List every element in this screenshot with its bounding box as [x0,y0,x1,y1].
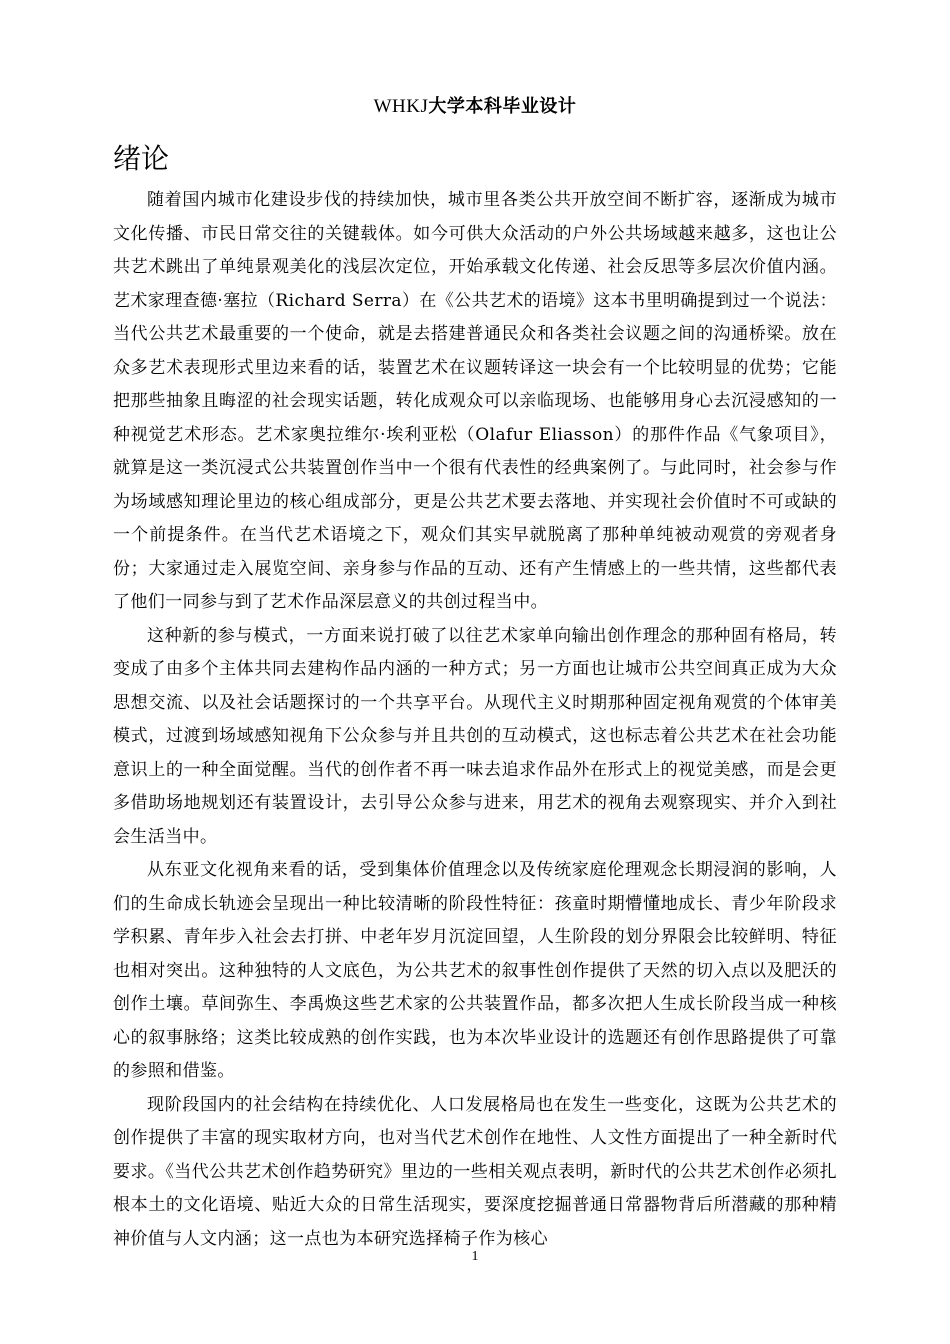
header-title: 大学本科毕业设计 [428,96,577,117]
body-text [113,184,837,1256]
running-header [0,92,950,121]
page-number: 1 [471,1249,479,1264]
chapter-title: 绪论 [113,142,170,175]
paragraph-2: 这种新的参与模式，一方面来说打破了以往艺术家单向输出创作理念的那种固有格局，转变成了由多个主体共同去建构作品内涵的一种方式；另一方面也让城市公共空间真正成为大众思想交流、以及社会话题探讨的一个共享平台。从现代主义时期那种固定视角观赏的个体审美模式，过渡到场域感知视角下公众参与并且共创的互动模式，这也标志着公共艺术在社会功能意识上的一种全面觉醒。当代的创作者不再一味去追求作品外在形式上的视觉美感，而是会更多借助场地规划还有装置设计，去引导公众参与进来，用艺术的视角去观察现实、并介入到社会生活当中。 [113,625,837,847]
header-code: WHKJ [373,96,429,117]
paragraph-1: 随着国内城市化建设步伐的持续加快，城市里各类公共开放空间不断扩容，逐渐成为城市文化传播、市民日常交往的关键载体。如今可供大众活动的户外公共场域越来越多，这也让公共艺术跳出了单纯景观美化的浅层次定位，开始承载文化传递、社会反思等多层次价值内涵。艺术家理查德·塞拉（Richard Serra）在《公共艺术的语境》这本书里明确提到过一个说法：当代公共艺术最重要的一个使命，就是去搭建普通民众和各类社会议题之间的沟通桥梁。放在众多艺术表现形式里边来看的话，装置艺术在议题转译这一块会有一个比较明显的优势；它能把那些抽象且晦涩的社会现实话题，转化成观众可以亲临现场、也能够用身心去沉浸感知的一种视觉艺术形态。艺术家奥拉维尔·埃利亚松（Olafur Eliasson）的那件作品《气象项目》，就算是这一类沉浸式公共装置创作当中一个很有代表性的经典案例了。与此同时，社会参与作为场域感知理论里边的核心组成部分，更是公共艺术要去落地、并实现社会价值时不可或缺的一个前提条件。在当代艺术语境之下，观众们其实早就脱离了那种单纯被动观赏的旁观者身份；大家通过走入展览空间、亲身参与作品的互动、还有产生情感上的一些共情，这些都代表了他们一同参与到了艺术作品深层意义的共创过程当中。 [113,190,837,612]
paragraph-4: 现阶段国内的社会结构在持续优化、人口发展格局也在发生一些变化，这既为公共艺术的创作提供了丰富的现实取材方向，也对当代艺术创作在地性、人文性方面提出了一种全新时代要求。《当代公共艺术创作趋势研究》里边的一些相关观点表明，新时代的公共艺术创作必须扎根本土的文化语境、贴近大众的日常生活现实，要深度挖掘普通日常器物背后所潜藏的那种精神价值与人文内涵；这一点也为本研究选择椅子作为核心 [113,1094,837,1249]
paragraph-3: 从东亚文化视角来看的话，受到集体价值理念以及传统家庭伦理观念长期浸润的影响，人们的生命成长轨迹会呈现出一种比较清晰的阶段性特征：孩童时期懵懂地成长、青少年阶段求学积累、青年步入社会去打拼、中老年岁月沉淀回望，人生阶段的划分界限会比较鲜明、特征也相对突出。这种独特的人文底色，为公共艺术的叙事性创作提供了天然的切入点以及肥沃的创作土壤。草间弥生、李禹焕这些艺术家的公共装置作品，都多次把人生成长阶段当成一种核心的叙事脉络；这类比较成熟的创作实践，也为本次毕业设计的选题还有创作思路提供了可靠的参照和借鉴。 [113,860,837,1081]
